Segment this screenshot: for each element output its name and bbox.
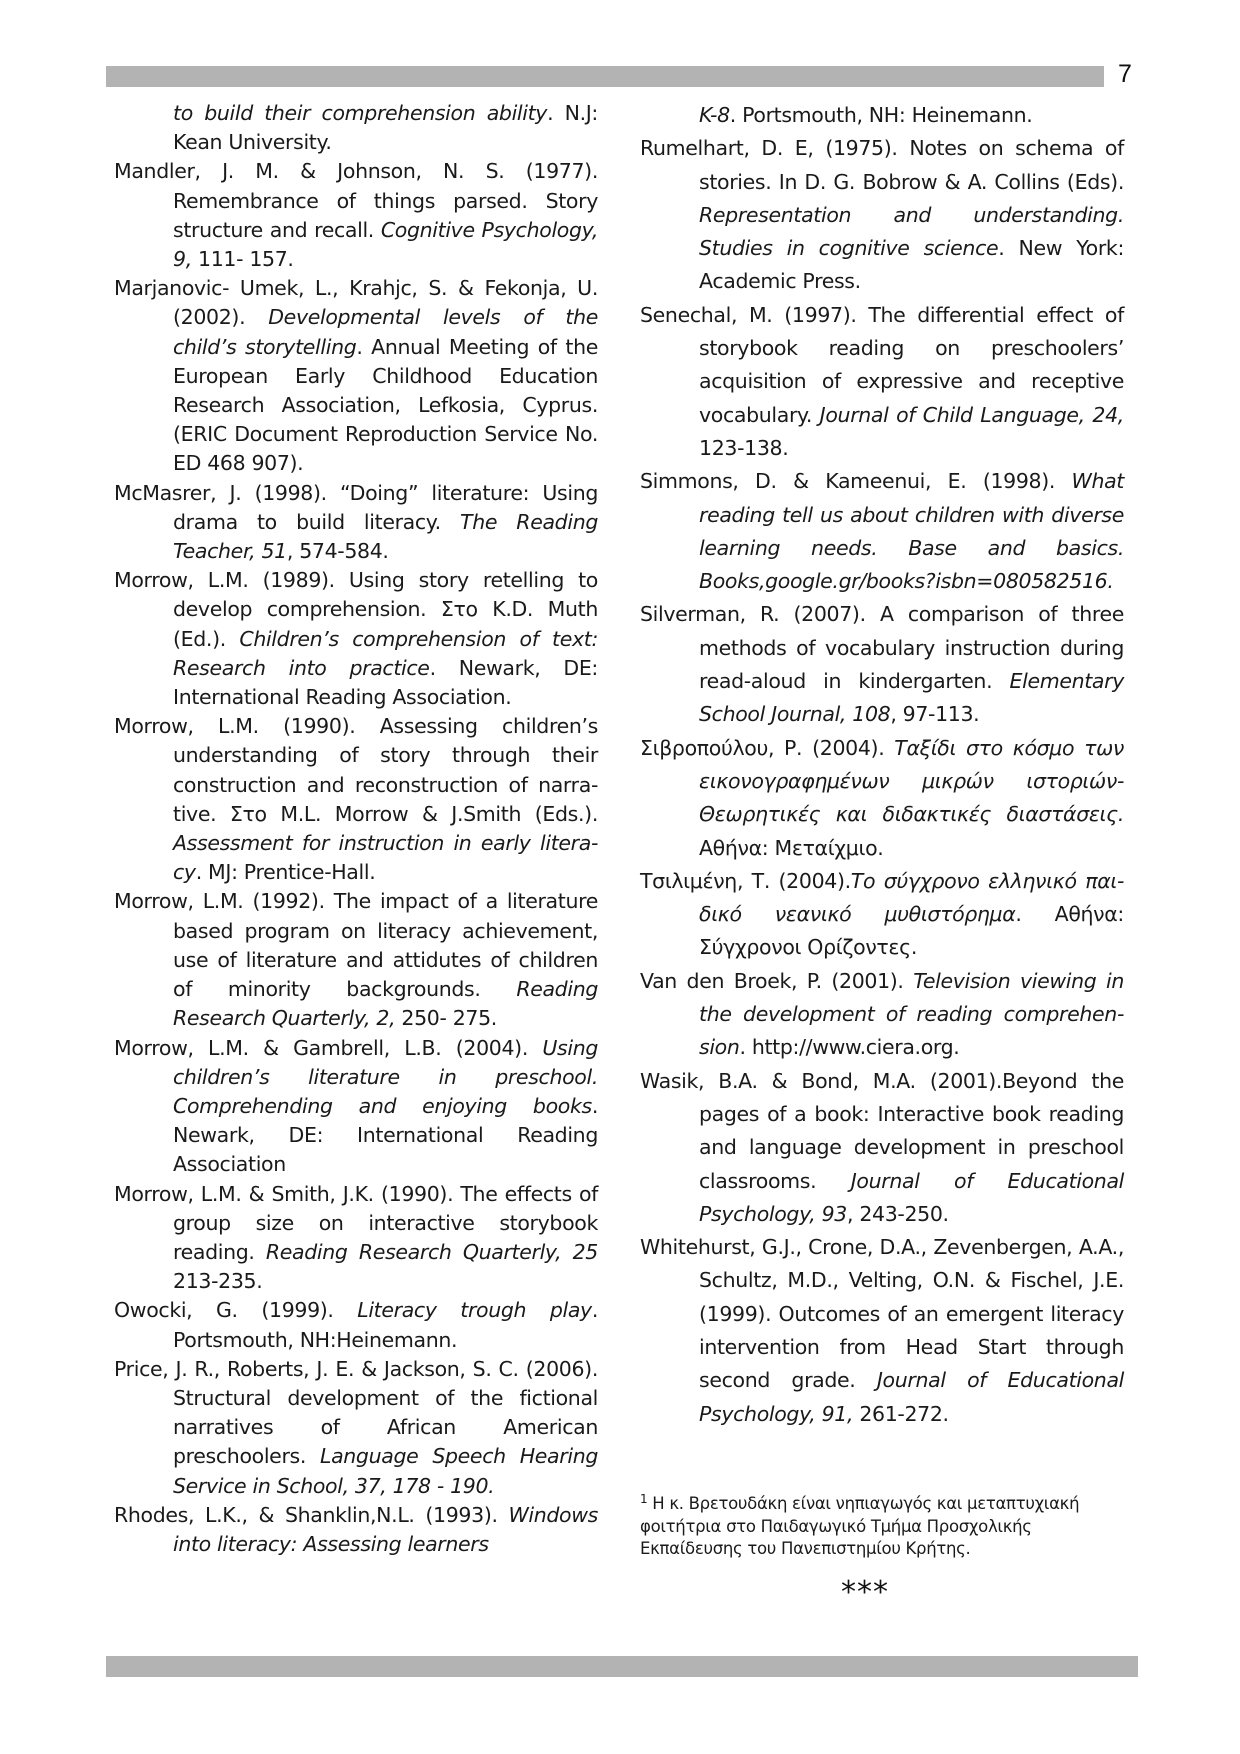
reference-text: Rumelhart, D. E, (1975). Notes on schema of stories. In D. G. Bobrow & A. Collins (Eds). (640, 136, 1124, 194)
reference-title: The Reading Teacher, 51 (173, 509, 598, 564)
reference-title: Representation and understanding. Studies in cognitive science (699, 202, 1124, 261)
reference-text: Morrow, L.M. (1989). Using story retelling to develop comprehension. Στο K.D. Muth (Ed.). (114, 568, 598, 651)
reference-text: Owocki, G. (1999). (114, 1298, 358, 1323)
reference-title: Developmental levels of the child’s storytelling (173, 305, 598, 359)
reference-text: Τσιλιμένη, Τ. (2004). (640, 868, 851, 893)
reference-entry (114, 566, 598, 712)
reference-text: , 243-250. (847, 1201, 949, 1226)
reference-text: 213-235. (173, 1269, 263, 1294)
reference-entry (640, 965, 1124, 1065)
reference-title: Journal of Educational Psychology, 91, (699, 1368, 1124, 1426)
reference-text: Morrow, L.M. (1992). The impact of a literature based program on literacy achievement, use of literature and attidutes of children of minority backgrounds. (114, 889, 598, 1002)
reference-text: Simmons, D. & Kameenui, E. (1998). (640, 469, 1072, 494)
reference-entry (114, 1034, 598, 1180)
reference-entry (640, 132, 1124, 298)
reference-text: Morrow, L.M. & Gambrell, L.B. (2004). (114, 1035, 543, 1060)
reference-title: Language Speech Hearing Service in School, 37, 178 - 190. (173, 1444, 598, 1498)
reference-title: Assessment for instruction in early litera-cy (173, 831, 598, 885)
reference-title: Cognitive Psychology, 9, (173, 217, 598, 272)
reference-title: to build their comprehension ability (173, 101, 548, 125)
reference-text: Morrow, L.M. & Smith, J.K. (1990). The effects of group size on interactive storybook reading. (114, 1181, 598, 1264)
reference-text: 123-138. (699, 435, 789, 460)
reference-text: , 97-113. (890, 702, 980, 727)
footnote-text: Η κ. Βρετουδάκη είναι νηπιαγωγός και μεταπτυχιακή φοιτήτρια στο Παιδαγωγικό Τμήμα Προσχολικής Εκπαίδευσης του Πανεπιστημίου Κρήτης. (640, 1494, 1080, 1558)
reference-text: Mandler, J. M. & Johnson, N. S. (1977). Remembrance of things parsed. Story structure and recall. (114, 159, 598, 242)
reference-entry (114, 1296, 598, 1354)
reference-title: Elementary School Journal, 108 (699, 669, 1124, 727)
reference-title: Journal of Child Language, 24, (819, 402, 1124, 427)
reference-entry (114, 887, 598, 1033)
reference-text: . Portsmouth, NH: Heinemann. (729, 103, 1033, 127)
reference-text: McMasrer, J. (1998). “Doing” literature: Using drama to build literacy. (114, 480, 598, 534)
reference-title: Ταξίδι στο κόσμο των εικονογραφημένων μικρών ιστοριών- Θεωρητικές και διδακτικές διαστάσεις. (699, 735, 1124, 827)
reference-text: Marjanovic- Umek, L., Krahjc, S. & Fekonja, U. (2002). (114, 276, 598, 330)
reference-text: . Αθήνα: Σύγχρονοι Ορίζοντες. (699, 902, 1124, 960)
reference-title: Windows into literacy: Assessing learners (173, 1502, 598, 1556)
reference-title: Reading Research Quarterly, 25 (265, 1239, 598, 1264)
reference-entry (114, 1355, 598, 1501)
header-rule (106, 66, 1104, 87)
reference-text: . Annual Meeting of the European Early Childhood Education Research Association, Lefkosia, Cyprus. (ERIC Document Reproduction Service No. ED 468 907). (173, 334, 598, 476)
reference-title: Journal of Educational Psychology, 93 (699, 1168, 1124, 1226)
reference-text: . Portsmouth, NH:Heinemann. (173, 1298, 598, 1352)
reference-title: Το σύγχρονο ελληνικό παι-δικό νεανικό μυθιστόρημα (699, 868, 1124, 927)
reference-text: Αθήνα: Μεταίχμιο. (699, 835, 884, 860)
reference-entry (114, 99, 598, 157)
reference-text: Wasik, B.A. & Bond, M.A. (2001).Beyond the pages of a book: Interactive book reading and language development in preschool classrooms. (640, 1068, 1124, 1193)
page-number: 7 (1118, 60, 1132, 88)
reference-text: Price, J. R., Roberts, J. E. & Jackson, S. C. (2006). Structural development of the fictional narratives of African American preschoolers. (114, 1356, 598, 1469)
reference-entry (114, 274, 598, 478)
reference-entry (640, 1231, 1124, 1431)
reference-title: What reading tell us about children with diverse learning needs. Base and basics. Books,google.gr/books?isbn=080582516. (699, 469, 1124, 594)
reference-title: Television viewing in the development of reading comprehen-sion (699, 968, 1124, 1060)
reference-entry (640, 99, 1124, 132)
reference-text: Σιβροπούλου, Ρ. (2004). (640, 735, 895, 760)
reference-text: . MJ: Prentice-Hall. (195, 860, 376, 885)
reference-entry (640, 732, 1124, 865)
reference-title: Using children’s literature in preschool. Comprehending and enjoying books (173, 1035, 598, 1118)
reference-entry (640, 465, 1124, 598)
reference-entry (640, 865, 1124, 965)
footnote (640, 1488, 1130, 1561)
reference-text: Senechal, M. (1997). The differential effect of storybook reading on preschoolers’ acquisition of expressive and receptive vocabulary. (640, 302, 1124, 427)
reference-entry (114, 479, 598, 567)
footer-rule (106, 1656, 1138, 1677)
reference-entry (114, 1501, 598, 1559)
reference-text: Whitehurst, G.J., Crone, D.A., Zevenbergen, A.A., Schultz, M.D., Velting, O.N. & Fischel, J.E. (1999). Outcomes of an emergent literacy intervention from Head Start through second grade. (640, 1235, 1124, 1393)
reference-text: 111- 157. (191, 247, 294, 272)
reference-title: Literacy trough play (357, 1298, 592, 1323)
reference-text: 261-272. (853, 1401, 949, 1426)
footnote-marker: 1 (640, 1492, 648, 1506)
reference-text: . Newark, DE: International Reading Association (173, 1093, 598, 1177)
reference-text: , 574-584. (286, 539, 389, 564)
reference-text: Van den Broek, P. (2001). (640, 968, 914, 993)
reference-title: Reading Research Quarterly, 2, (173, 977, 598, 1031)
reference-entry (640, 299, 1124, 465)
reference-text: . http://www.ciera.org. (739, 1035, 960, 1060)
reference-entry (640, 1065, 1124, 1231)
reference-text: 250- 275. (395, 1006, 497, 1031)
reference-entry (640, 598, 1124, 731)
references-left-column (114, 99, 598, 1559)
reference-entry (114, 712, 598, 887)
reference-title: K-8 (699, 103, 730, 127)
references-right-column (640, 99, 1124, 1431)
reference-text: . New York: Academic Press. (699, 236, 1124, 294)
reference-entry (114, 157, 598, 274)
reference-text: . N.J: Kean University. (173, 101, 598, 155)
reference-text: . Newark, DE: International Reading Association. (173, 655, 598, 710)
section-end-asterisks: *** (841, 1575, 889, 1610)
reference-text: Silverman, R. (2007). A comparison of three methods of vocabulary instruction during read-aloud in kindergarten. (640, 602, 1124, 694)
reference-entry (114, 1180, 598, 1297)
reference-title: Children’s comprehension of text: Research into practice (173, 626, 598, 680)
reference-text: Morrow, L.M. (1990). Assessing children’s understanding of story through their construction and reconstruction of narra-tive. Στο M.L. Morrow & J.Smith (Eds.). (114, 714, 598, 826)
reference-text: Rhodes, L.K., & Shanklin,N.L. (1993). (114, 1502, 509, 1527)
